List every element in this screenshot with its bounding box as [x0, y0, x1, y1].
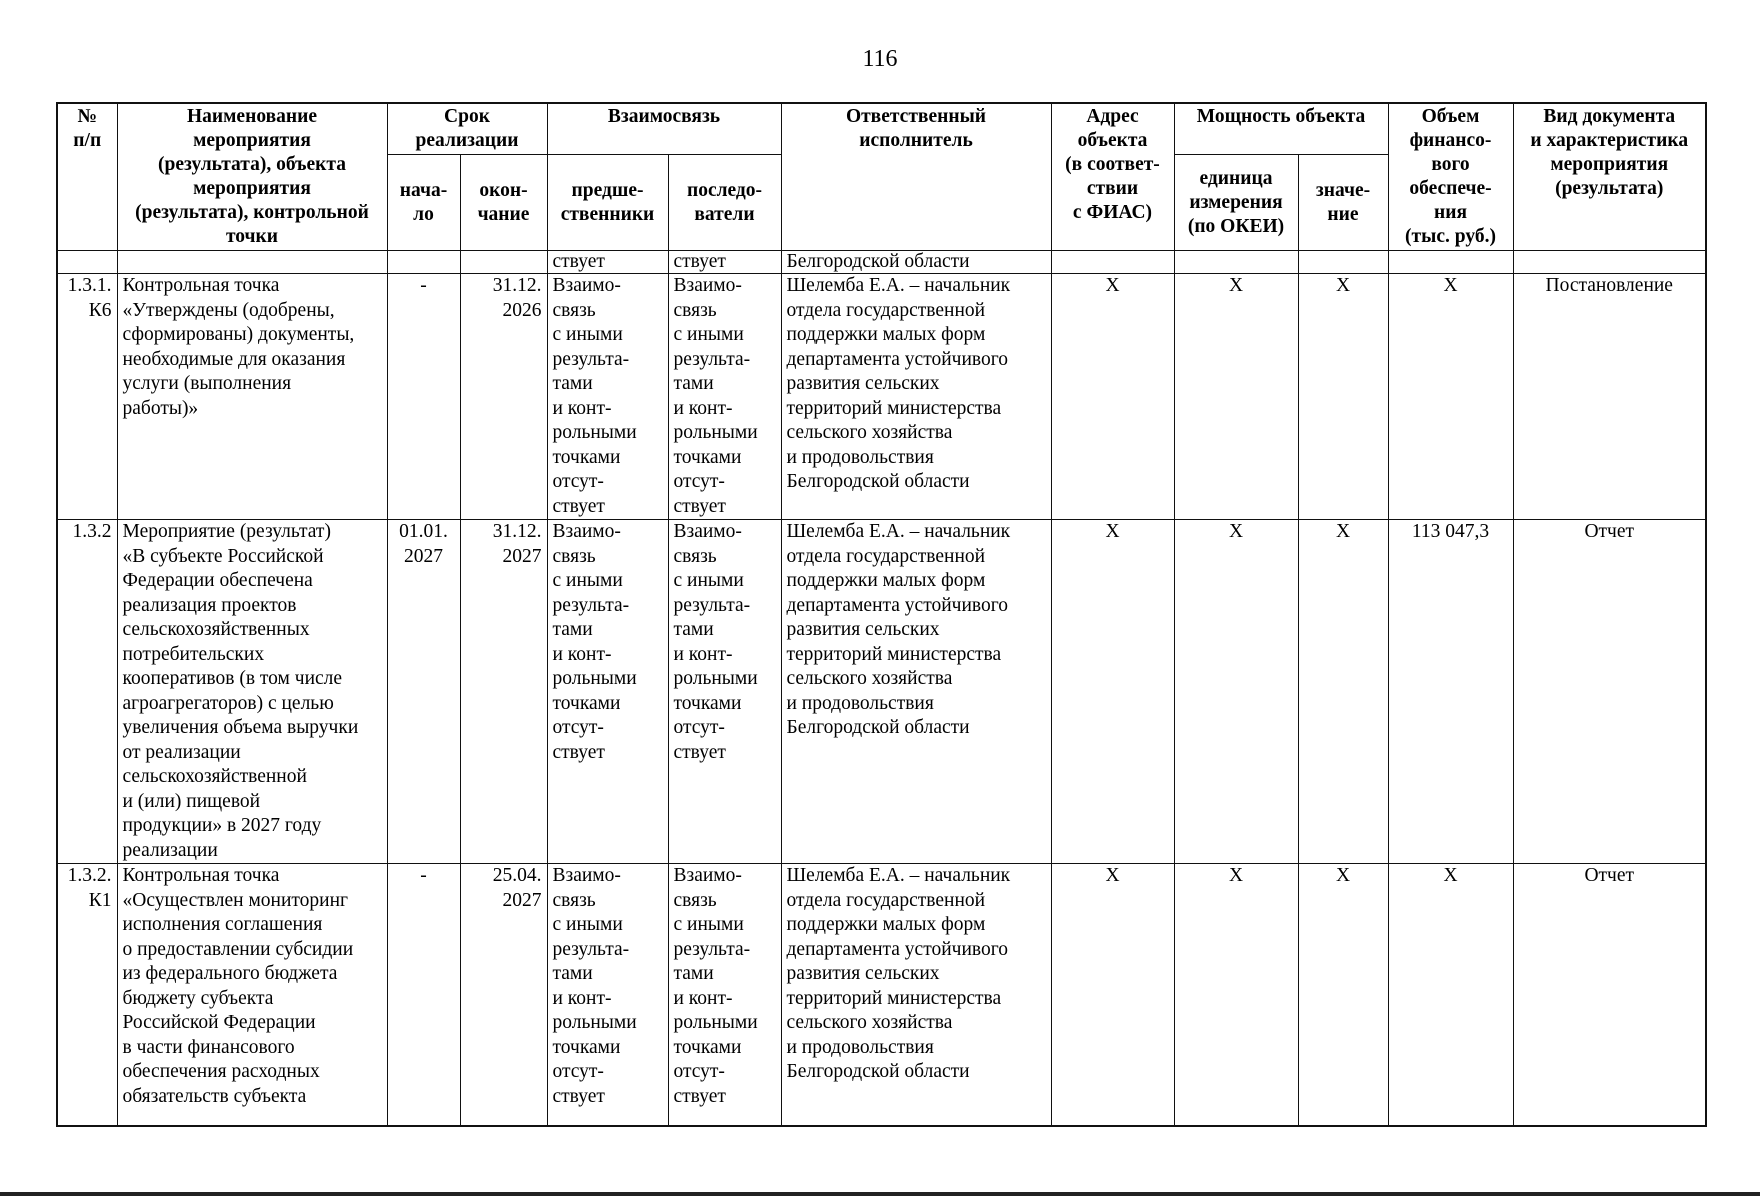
row-succ: Взаимо- связь с иными результа- тами и конт- рольными точками отсут- ствует [668, 520, 781, 864]
activities-table [56, 102, 1707, 1127]
cont-value [1298, 251, 1388, 274]
table-row [57, 274, 1706, 520]
row-num: 1.3.2 [57, 520, 117, 864]
row-unit: X [1174, 274, 1298, 520]
row-num: 1.3.1. К6 [57, 274, 117, 520]
header-responsible: Ответственный исполнитель [781, 103, 1051, 251]
header-period: Срок реализации [387, 103, 547, 155]
row-doc: Отчет [1513, 864, 1706, 1126]
header-relation: Взаимосвязь [547, 103, 781, 155]
row-start: - [387, 864, 460, 1126]
row-unit: X [1174, 864, 1298, 1126]
row-unit: X [1174, 520, 1298, 864]
table-row [57, 520, 1706, 864]
page-bottom-rule [0, 1192, 1760, 1196]
header-relation-pred: предше- ственники [547, 155, 668, 251]
row-funding: X [1388, 864, 1513, 1126]
row-responsible: Шелемба Е.А. – начальник отдела государственной поддержки малых форм департамента устойчивого развития сельских территорий министерства сельского хозяйства и продовольствия Белгородской области [781, 520, 1051, 864]
header-funding: Объем финансо- вого обеспече- ния (тыс. руб.) [1388, 103, 1513, 251]
row-funding: 113 047,3 [1388, 520, 1513, 864]
cont-doc [1513, 251, 1706, 274]
header-period-end: окон- чание [460, 155, 547, 251]
row-address: X [1051, 864, 1174, 1126]
cont-funding [1388, 251, 1513, 274]
row-value: X [1298, 864, 1388, 1126]
row-num: 1.3.2. К1 [57, 864, 117, 1126]
cont-succ: ствует [668, 251, 781, 274]
header-num: № п/п [57, 103, 117, 251]
cont-pred: ствует [547, 251, 668, 274]
row-start: 01.01. 2027 [387, 520, 460, 864]
header-relation-succ: последо- ватели [668, 155, 781, 251]
cont-name [117, 251, 387, 274]
row-succ: Взаимо- связь с иными результа- тами и конт- рольными точками отсут- ствует [668, 864, 781, 1126]
header-address: Адрес объекта (в соответ- ствии с ФИАС) [1051, 103, 1174, 251]
row-succ: Взаимо- связь с иными результа- тами и конт- рольными точками отсут- ствует [668, 274, 781, 520]
page-number: 116 [862, 46, 898, 72]
cont-num [57, 251, 117, 274]
row-address: X [1051, 274, 1174, 520]
row-pred: Взаимо- связь с иными результа- тами и конт- рольными точками отсут- ствует [547, 520, 668, 864]
row-end: 25.04. 2027 [460, 864, 547, 1126]
header-period-start: нача- ло [387, 155, 460, 251]
table-row [57, 864, 1706, 1126]
continuation-row [57, 251, 1706, 274]
table-header [57, 103, 1706, 251]
row-end: 31.12. 2027 [460, 520, 547, 864]
row-name: Контрольная точка «Утверждены (одобрены, сформированы) документы, необходимые для оказания услуги (выполнения работы)» [117, 274, 387, 520]
cont-end [460, 251, 547, 274]
row-end: 31.12. 2026 [460, 274, 547, 520]
cont-responsible: Белгородской области [781, 251, 1051, 274]
row-pred: Взаимо- связь с иными результа- тами и конт- рольными точками отсут- ствует [547, 274, 668, 520]
header-name: Наименование мероприятия (результата), объекта мероприятия (результата), контрольной точки [117, 103, 387, 251]
row-responsible: Шелемба Е.А. – начальник отдела государственной поддержки малых форм департамента устойчивого развития сельских территорий министерства сельского хозяйства и продовольствия Белгородской области [781, 274, 1051, 520]
row-responsible: Шелемба Е.А. – начальник отдела государственной поддержки малых форм департамента устойчивого развития сельских территорий министерства сельского хозяйства и продовольствия Белгородской области [781, 864, 1051, 1126]
header-doc-type: Вид документа и характеристика мероприятия (результата) [1513, 103, 1706, 251]
row-value: X [1298, 274, 1388, 520]
header-capacity-value: значе- ние [1298, 155, 1388, 251]
cont-unit [1174, 251, 1298, 274]
cont-start [387, 251, 460, 274]
row-address: X [1051, 520, 1174, 864]
row-start: - [387, 274, 460, 520]
header-capacity-unit: единица измерения (по ОКЕИ) [1174, 155, 1298, 251]
row-doc: Отчет [1513, 520, 1706, 864]
row-value: X [1298, 520, 1388, 864]
row-name: Контрольная точка «Осуществлен мониторинг исполнения соглашения о предоставлении субсидии из федерального бюджета бюджету субъекта Российской Федерации в части финансового обеспечения расходных обязательств субъекта [117, 864, 387, 1126]
header-capacity: Мощность объекта [1174, 103, 1388, 155]
row-name: Мероприятие (результат) «В субъекте Российской Федерации обеспечена реализация проектов сельскохозяйственных потребительских кооперативов (в том числе агроагрегаторов) с целью увеличения объема выручки от реализации сельскохозяйственной и (или) пищевой продукции» в 2027 году реализации [117, 520, 387, 864]
row-funding: X [1388, 274, 1513, 520]
row-pred: Взаимо- связь с иными результа- тами и конт- рольными точками отсут- ствует [547, 864, 668, 1126]
cont-address [1051, 251, 1174, 274]
row-doc: Постановление [1513, 274, 1706, 520]
